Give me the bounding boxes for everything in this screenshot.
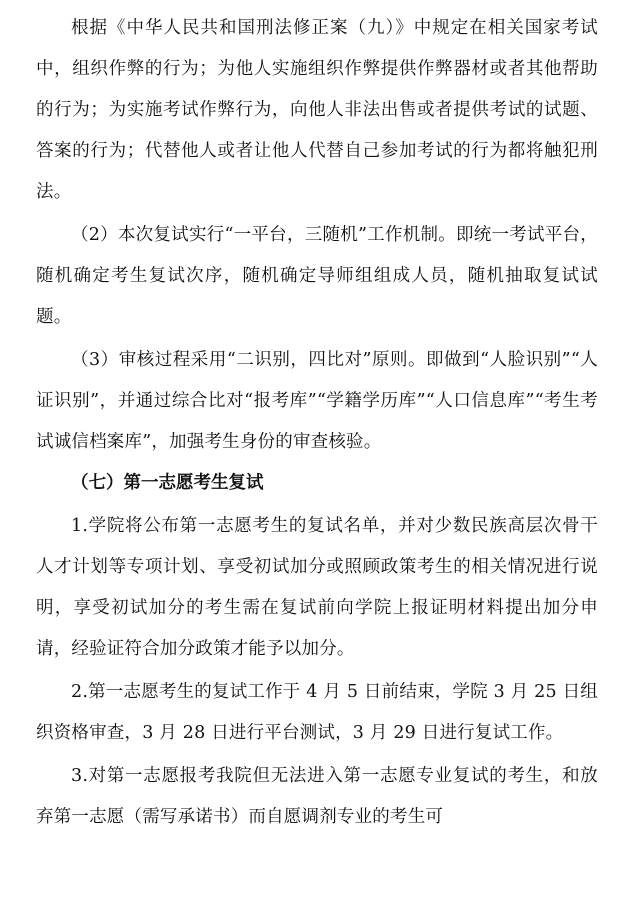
list-item: 2.第一志愿考生的复试工作于 4 月 5 日前结束，学院 3 月 25 日组织资格审查，3 月 28 日进行平台测试，3 月 29 日进行复试工作。 [36,682,598,743]
paragraph-platform-mechanism: （2）本次复试实行“一平台，三随机”工作机制。即统一考试平台，随机确定考生复试次序，随机确定导师组组成人员，随机抽取复试试题。 [36,225,598,327]
section-heading: （七）第一志愿考生复试 [71,473,264,493]
paragraph-identity-verification: （3）审核过程采用“二识别，四比对”原则。即做到“人脸识别”“人证识别”，并通过综合比对“报考库”“学籍学历库”“人口信息库”“考生考试诚信档案库”，加强考生身份的审查核验。 [36,350,598,452]
list-item: 3.对第一志愿报考我院但无法进入第一志愿专业复试的考生，和放弃第一志愿（需写承诺书）而自愿调剂专业的考生可 [36,766,598,827]
paragraph-criminal-law: 根据《中华人民共和国刑法修正案（九）》中规定在相关国家考试中，组织作弊的行为；为他人实施组织作弊提供作弊器材或者其他帮助的行为；为实施考试作弊行为，向他人非法出售或者提供考试的试题、答案的行为；代替他人或者让他人代替自己参加考试的行为都将触犯刑法。 [36,18,598,202]
list-item: 1.学院将公布第一志愿考生的复试名单，并对少数民族高层次骨干人才计划等专项计划、享受初试加分或照顾政策考生的相关情况进行说明，享受初试加分的考生需在复试前向学院上报证明材料提出加分申请，经验证符合加分政策才能予以加分。 [36,516,598,659]
document-body [36,8,598,838]
